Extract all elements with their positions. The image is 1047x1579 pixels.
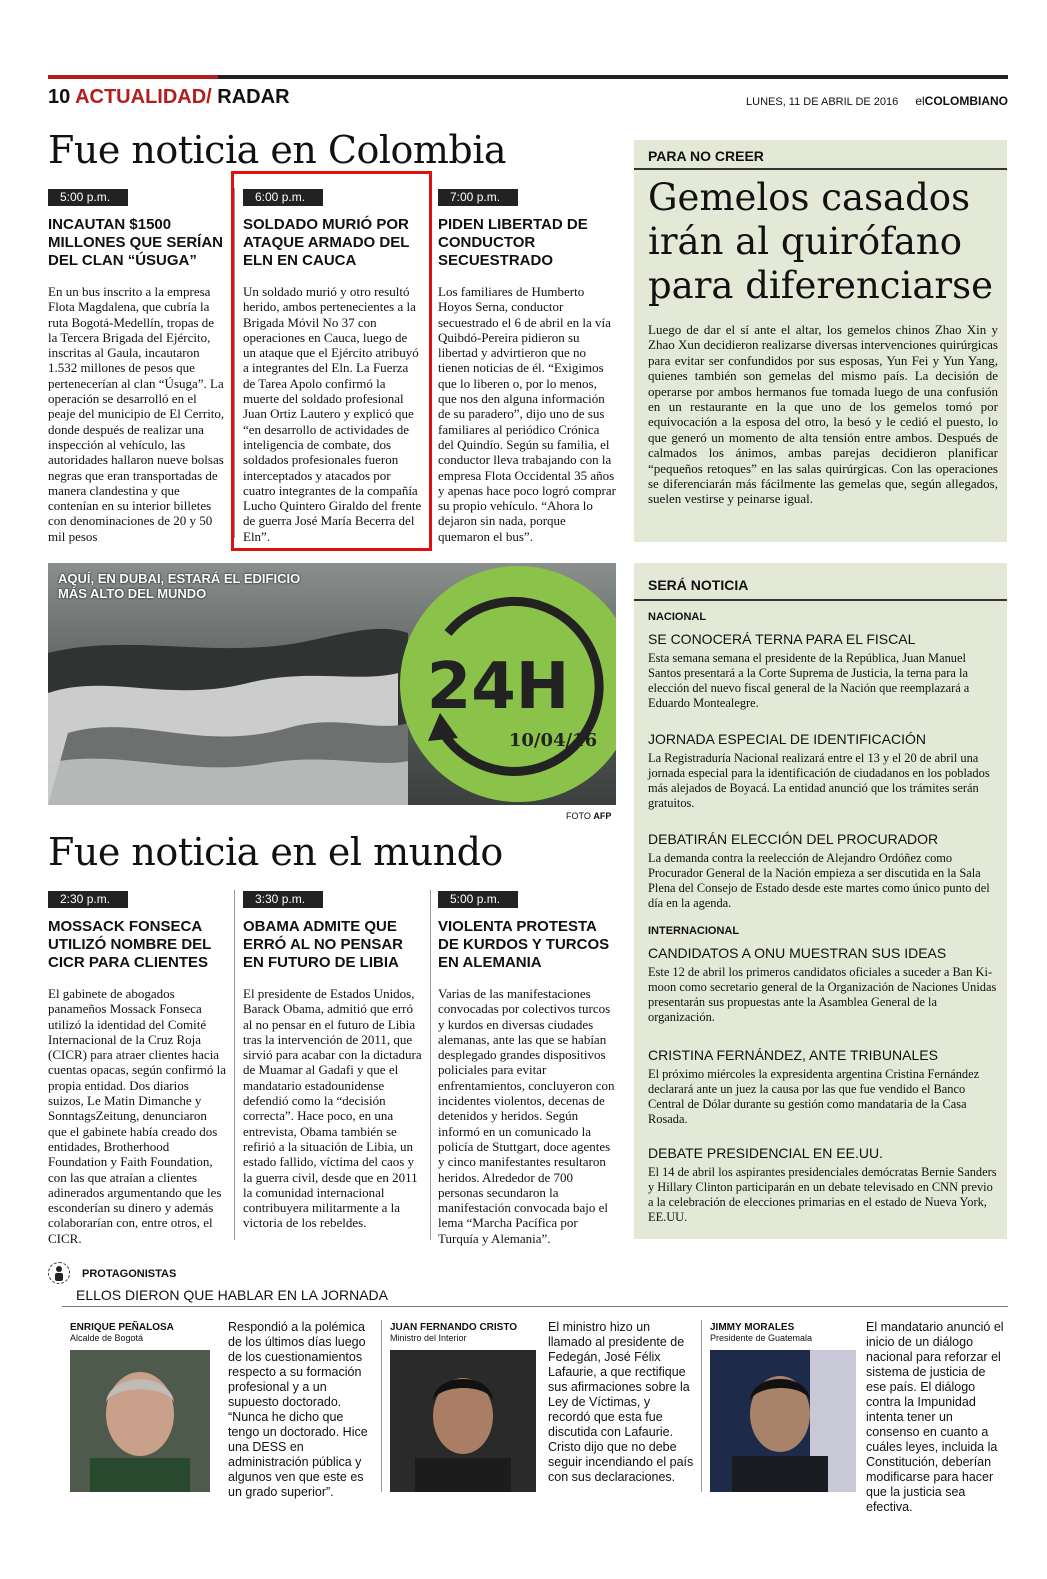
sn-item-headline: CRISTINA FERNÁNDEZ, ANTE TRIBUNALES <box>648 1047 938 1063</box>
header-rule-accent <box>48 75 218 79</box>
protagonist-text: Respondió a la polémica de los últimos días luego de los cuestionamientos respecto a su formación profesional y a un supuesto doctorado. “Nunca he dicho que tengo un doctorado. Hice una DESS en administración pública y algunos ven que este es un grado superior”. <box>228 1320 368 1499</box>
item-headline: OBAMA ADMITE QUE ERRÓ AL NO PENSAR EN FUTURO DE LIBIA <box>243 918 404 971</box>
sn-item-body: El próximo miércoles la expresidenta argentina Cristina Fernández declarará ante un juez la causa por las que fue vendido el Banco Central de Dólar durante su gestión como mandataria de la Casa Rosada. <box>648 1067 980 1126</box>
badge-date: 10/04/16 <box>508 730 598 751</box>
item-headline: INCAUTAN $1500 MILLONES QUE SERÍAN DEL CLAN “ÚSUGA” <box>48 216 224 269</box>
item-body: El presidente de Estados Unidos, Barack Obama, admitió que erró al no pensar en el futuro de Libia tras la intervención de 2011, que sirvió para acabar con la dictadura de Muamar al Gadafi y que el mandatario estadounidense defendió como la “decisión correcta”. Hace poco, en una entrevista, Obama también se refirió a la situación de Libia, un estado fallido, víctima del caos y la guerra civil, desde que en 2011 la comunidad internacional contribuyera militarmente a la victoria de los rebeldes. <box>243 986 422 1231</box>
para-no-creer-headline: Gemelos casados irán al quirófano para diferenciarse <box>648 176 993 307</box>
item-body: Los familiares de Humberto Hoyos Serna, conductor secuestrado el 6 de abril en la vía Quibdó-Pereira pidieron su libertad y advirtieron que no tienen noticias de él. “Exigimos que lo liberen o, por lo menos, que nos den alguna información de su paradero”, dijo uno de sus familiares al periódico Crónica del Quindío. Según su familia, el conductor lleva trabajando con la empresa Flota Occidental 35 años y apenas hace poco logró comprar su propio vehículo. “Ahora lo dejaron sin nada, porque quemaron el bus”. <box>438 284 616 544</box>
time-badge: 3:30 p.m. <box>243 891 323 908</box>
portrait-photo <box>70 1350 210 1492</box>
sn-item-body: La Registraduría Nacional realizará entre el 13 y el 20 de abril una jornada especial para la identificación de ciudadanos en los poblados más alejados de Boyacá. La entidad anunció que los trámites serán gratuitos. <box>648 751 990 810</box>
protagonist-role: Alcalde de Bogotá <box>70 1333 144 1343</box>
protagonist-text: El mandatario anunció el inicio de un diálogo nacional para reforzar el sistema de justicia de ese país. El diálogo contra la Impunidad intenta tener un consenso en cuanto a cuáles leyes, incluida la Constitución, deberían modificarse para hacer que la justicia sea efectiva. <box>866 1320 1004 1514</box>
time-badge: 2:30 p.m. <box>48 891 128 908</box>
photo-caption: AQUÍ, EN DUBAI, ESTARÁ EL EDIFICIO MÁS ALTO DEL MUNDO <box>58 571 301 601</box>
brand-logo: elCOLOMBIANO <box>915 94 1008 108</box>
protagonistas-subtitle: ELLOS DIERON QUE HABLAR EN LA JORNADA <box>76 1287 388 1303</box>
sn-item-body: La demanda contra la reelección de Alejandro Ordóñez como Procurador General de la Nación empieza a ser discutida en la Sala Plena del Consejo de Estado desde este martes como único punto del día en la agenda. <box>648 851 990 910</box>
sn-item-body: El 14 de abril los aspirantes presidenciales demócratas Bernie Sanders y Hillary Clinton participarán en un debate televisado en CNN previo a la celebración de elecciones primarias en el estado de Nueva York, EE.UU. <box>648 1165 997 1224</box>
issue-date: LUNES, 11 DE ABRIL DE 2016 <box>746 96 899 108</box>
page-number: 10 <box>48 86 71 108</box>
dubai-photo <box>48 563 616 805</box>
item-headline: VIOLENTA PROTESTA DE KURDOS Y TURCOS EN ALEMANIA <box>438 918 610 971</box>
time-badge: 7:00 p.m. <box>438 189 518 206</box>
date-brand <box>746 94 1008 108</box>
mundo-item-3 <box>438 890 616 1246</box>
time-badge: 6:00 p.m. <box>243 189 323 206</box>
time-badge: 5:00 p.m. <box>48 189 128 206</box>
sn-item-headline: JORNADA ESPECIAL DE IDENTIFICACIÓN <box>648 731 926 747</box>
protagonist-role: Presidente de Guatemala <box>710 1333 813 1343</box>
mundo-title: Fue noticia en el mundo <box>48 830 503 874</box>
person-icon <box>48 1262 70 1284</box>
item-headline: MOSSACK FONSECA UTILIZÓ NOMBRE DEL CICR PARA CLIENTES <box>48 918 212 971</box>
sn-item-headline: DEBATE PRESIDENCIAL EN EE.UU. <box>648 1145 883 1161</box>
protagonist-3 <box>710 1322 860 1343</box>
item-body: En un bus inscrito a la empresa Flota Magdalena, que cubría la ruta Bogotá-Medellín, tropas de la Tercera Brigada del Ejército, inscritas al Gaula, incautaron 1.532 millones de pesos que pertenecerían al clan “Úsuga”. La operación se desarrolló en el peaje del municipio de El Cerrito, donde después de realizar una inspección al vehículo, las autoridades hallaron nueve bolsas negras que eran transportadas de manera clandestina y que contenían en su interior billetes con denominaciones de 20 y 50 mil pesos <box>48 284 225 544</box>
protagonistas-kicker: PROTAGONISTAS <box>82 1268 177 1280</box>
item-body: Un soldado murió y otro resultó herido, ambos pertenecientes a la Brigada Móvil No 37 con operaciones en Cauca, luego de un ataque que el Ejército atribuyó a integrantes del Eln. La Fuerza de Tarea Apolo confirmó la muerte del soldado profesional Juan Ortiz Lautero y explicó que “en desarrollo de actividades de inteligencia de combate, dos soldados profesionales fueron interceptados y atacados por cuatro integrantes de la compañía Lucho Quintero Giraldo del frente de guerra José María Becerra del Eln”. <box>243 284 422 544</box>
colombia-item-2 <box>243 188 423 544</box>
protagonistas-rule <box>62 1306 1008 1307</box>
column-divider <box>234 890 235 1240</box>
sera-noticia-panel <box>634 563 1007 1239</box>
para-no-creer-body: Luego de dar el sí ante el altar, los gemelos chinos Zhao Xin y Zhao Xun decidieron realizarse diversas intervenciones quirúrgicas para evitar ser confundidos por sus esposas, Yun Fei y Yun Yang, quienes también son gemelas del mismo país. La decisión de operarse por ambos hermanos fue tomada luego de una confusión en un restaurante en la que uno de los gemelos tomó por equivocación a la esposa del otro, la besó y le cedió el puesto, lo que generó un momento de alta tensión entre ambos. Después de calmados los ánimos, ambas parejas decidieron planificar “pequeños retoques” en las salas quirúrgicas. Con las operaciones se diferenciarán más fácilmente las gemelas que, según allegados, suelen vestirse y peinarse igual. <box>648 322 998 507</box>
protagonist-2 <box>390 1322 540 1343</box>
column-divider <box>701 1320 702 1492</box>
protagonist-1 <box>70 1322 220 1343</box>
para-no-creer-kicker: PARA NO CREER <box>648 148 764 164</box>
colombia-title: Fue noticia en Colombia <box>48 128 507 172</box>
column-divider <box>381 1320 382 1492</box>
internacional-label: INTERNACIONAL <box>648 925 740 937</box>
colombia-item-1 <box>48 188 226 544</box>
item-body: El gabinete de abogados panameños Mossack Fonseca utilizó la identidad del Comité Internacional de la Cruz Roja (CICR) para atraer clientes hacia cuentas opacas, según confirmó la propia entidad. Dos diarios suizos, Le Matin Dimanche y SonntagsZeitung, denunciaron que el gabinete había creado dos entidades, Brotherhood Foundation y Faith Foundation, con las que atraían a clientes adinerados argumentando que les esconderían su dinero y además colaborarían con, entre otros, el CICR. <box>48 986 226 1246</box>
protagonist-name: JUAN FERNANDO CRISTO <box>390 1322 518 1333</box>
column-divider <box>430 890 431 1240</box>
time-badge: 5:00 p.m. <box>438 891 518 908</box>
subsection-name: RADAR <box>217 86 290 108</box>
mundo-item-2 <box>243 890 423 1231</box>
sn-item-body: Esta semana semana el presidente de la República, Juan Manuel Santos presentará a la Corte Suprema de Justicia, la terna para la elección del nuevo fiscal general de la Nación que reemplazará a Eduardo Montealegre. <box>648 651 970 710</box>
protagonist-name: ENRIQUE PEÑALOSA <box>70 1322 174 1333</box>
kicker-rule <box>634 168 1007 170</box>
sn-item-body: Este 12 de abril los primeros candidatos oficiales a suceder a Ban Ki-moon como secretario general de la Organización de Naciones Unidas presentarán sus propuestas ante la Asamblea General de la organización. <box>648 965 997 1024</box>
item-headline: SOLDADO MURIÓ POR ATAQUE ARMADO DEL ELN EN CAUCA <box>243 216 410 269</box>
kicker-rule <box>634 599 1007 601</box>
item-headline: PIDEN LIBERTAD DE CONDUCTOR SECUESTRADO <box>438 216 588 269</box>
badge-24h: 24H <box>426 650 570 724</box>
para-no-creer-panel <box>634 140 1007 542</box>
sn-item-headline: SE CONOCERÁ TERNA PARA EL FISCAL <box>648 631 916 647</box>
sera-noticia-kicker: SERÁ NOTICIA <box>648 577 749 593</box>
portrait-photo <box>390 1350 536 1492</box>
photo-credit: FOTO AFP <box>566 811 612 821</box>
sn-item-headline: CANDIDATOS A ONU MUESTRAN SUS IDEAS <box>648 945 947 961</box>
protagonist-text: El ministro hizo un llamado al presidente de Fedegán, José Félix Lafaurie, a que rectifique sus afirmaciones sobre la Ley de Víctimas, y recordó que esta fue discutida con Lafaurie. Cristo dijo que no debe seguir incendiando el país con sus declaraciones. <box>548 1320 694 1484</box>
protagonist-name: JIMMY MORALES <box>710 1322 795 1333</box>
sn-item-headline: DEBATIRÁN ELECCIÓN DEL PROCURADOR <box>648 831 939 847</box>
colombia-item-3 <box>438 188 616 544</box>
nacional-label: NACIONAL <box>648 611 707 623</box>
item-body: Varias de las manifestaciones convocadas por colectivos turcos y kurdos en diversas ciudades alemanas, ante las que se habían desplegado grandes dispositivos policiales para evitar enfrentamientos, concluyeron con incidentes violentos, decenas de detenidos y heridos. Según informó en un comunicado la policía de Stuttgart, doce agentes y cinco manifestantes resultaron heridos. Alrededor de 700 personas secundaron la manifestación convocada bajo el lema “Marcha Pacífica por Turquía y Alemania”. <box>438 986 615 1246</box>
section-name: ACTUALIDAD/ <box>75 86 212 108</box>
portrait-photo <box>710 1350 856 1492</box>
mundo-item-1 <box>48 890 226 1246</box>
page-header <box>48 86 290 109</box>
protagonist-role: Ministro del Interior <box>390 1333 467 1343</box>
